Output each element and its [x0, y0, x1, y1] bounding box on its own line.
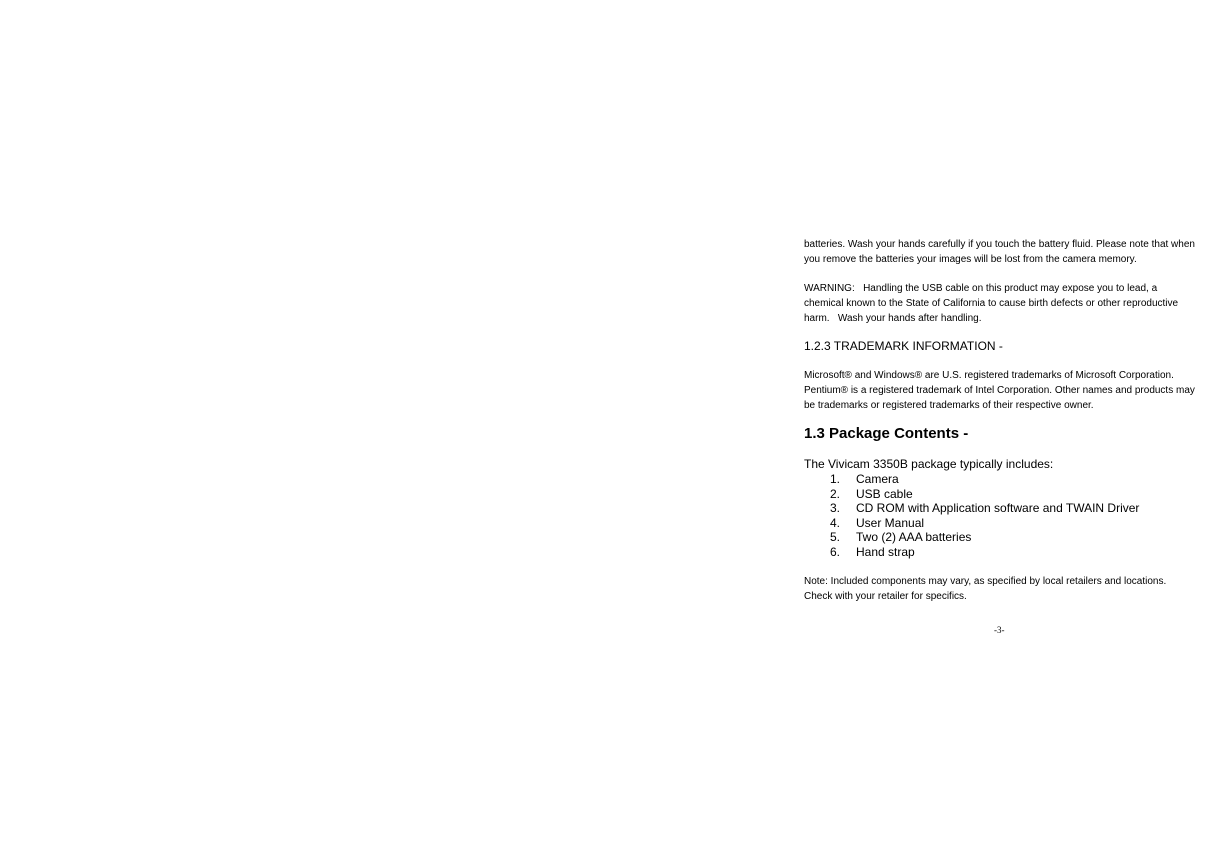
list-item-label: User Manual [856, 515, 925, 530]
list-item-number: 4. [830, 515, 841, 530]
list-item-label: Two (2) AAA batteries [856, 530, 972, 545]
list-item [804, 516, 1196, 531]
trademark-heading: 1.2.3 TRADEMARK INFORMATION - [804, 339, 1003, 353]
list-item [804, 472, 1196, 487]
list-item-number: 2. [830, 486, 841, 501]
list-item [804, 501, 1196, 516]
list-item [804, 545, 1196, 560]
package-note: Note: Included components may vary, as specified by local retailers and locations. Check with your retailer for specifics. [804, 575, 1167, 602]
package-contents-list [804, 472, 1196, 560]
trademark-paragraph: Microsoft® and Windows® are U.S. registered trademarks of Microsoft Corporation. Pentium® is a registered trademark of Intel Corporation. Other names and products may be trademarks or registered trademarks of their respective owner. [804, 370, 1195, 411]
manual-page-content [804, 237, 1196, 604]
list-item-number: 6. [830, 544, 841, 559]
list-item-label: Camera [856, 472, 899, 486]
list-item-label: Hand strap [856, 544, 915, 559]
list-item [804, 487, 1196, 502]
warning-paragraph: WARNING: Handling the USB cable on this product may expose you to lead, a chemical known to the State of California to cause birth defects or other reproductive harm. Wash your hands after handling. [804, 283, 1179, 324]
list-item-label: CD ROM with Application software and TWAIN Driver [856, 501, 1140, 516]
list-item-number: 1. [830, 472, 841, 486]
list-item-label: USB cable [856, 486, 913, 501]
list-item-number: 5. [830, 530, 841, 545]
page-number: -3- [994, 625, 1005, 635]
package-intro: The Vivicam 3350B package typically includes: [804, 457, 1054, 471]
list-item [804, 530, 1196, 545]
package-contents-title: 1.3 Package Contents - [804, 425, 969, 442]
battery-paragraph: batteries. Wash your hands carefully if you touch the battery fluid. Please note that when you remove the batteries your images will be lost from the camera memory. [804, 239, 1195, 265]
list-item-number: 3. [830, 501, 841, 516]
